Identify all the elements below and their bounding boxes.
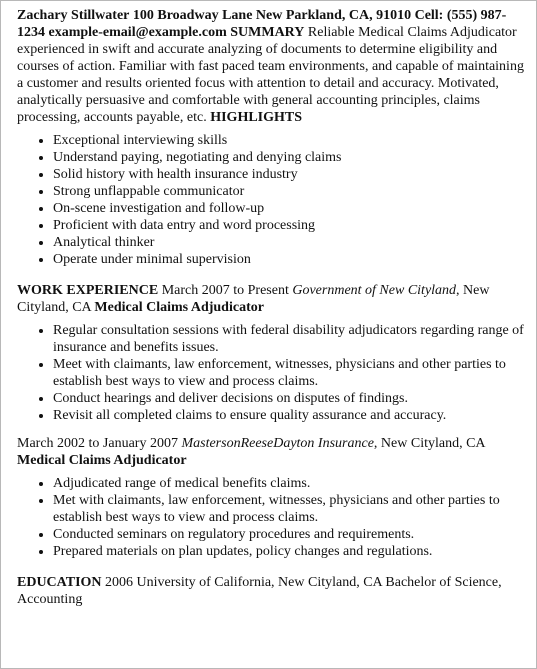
summary-heading: SUMMARY [230, 25, 305, 40]
cell-phone: (555) 987-1234 [17, 8, 507, 40]
job-company: MastersonReeseDayton Insurance [181, 436, 374, 451]
list-item: • Strong unflappable communicator [53, 183, 524, 200]
candidate-address: 100 Broadway Lane New Parkland, CA, 91010 [132, 8, 412, 23]
summary-text: Reliable Medical Claims Adjudicator experienced in swift and accurate analyzing of documents to determine eligibility and courses of action. Familiar with fast paced team environments, and capable of maintaining a customer and results oriented focus with attention to detail and accuracy. Motivated, analytically persuasive and comfortable with general accounting principles, claims processing, accounts payable, etc. [17, 25, 524, 125]
work-experience-heading: WORK EXPERIENCE [17, 283, 159, 298]
list-item: • Analytical thinker [53, 234, 524, 251]
education-paragraph [17, 574, 524, 608]
job-1-header [17, 282, 524, 316]
list-item: • Conducted seminars on regulatory procedures and requirements. [53, 526, 524, 543]
list-item: • Prepared materials on plan updates, policy changes and regulations. [53, 543, 524, 560]
list-item: • Regular consultation sessions with federal disability adjudicators regarding range of insurance and benefits issues. [53, 322, 524, 356]
job-location: , New Cityland, CA [373, 436, 485, 451]
list-item: • Solid history with health insurance industry [53, 166, 524, 183]
highlights-list [17, 132, 524, 268]
job-dates: March 2007 to Present [161, 283, 289, 298]
job-title: Medical Claims Adjudicator [94, 300, 264, 315]
list-item: • Adjudicated range of medical benefits claims. [53, 475, 524, 492]
job-2-bullets [17, 475, 524, 560]
list-item: • Revisit all completed claims to ensure quality assurance and accuracy. [53, 407, 524, 424]
list-item: • Conduct hearings and deliver decisions on disputes of findings. [53, 390, 524, 407]
list-item: • Operate under minimal supervision [53, 251, 524, 268]
list-item: • Proficient with data entry and word processing [53, 217, 524, 234]
cell-label: Cell: [414, 8, 444, 23]
candidate-name: Zachary Stillwater [17, 8, 130, 23]
job-dates: March 2002 to January 2007 [17, 436, 178, 451]
list-item: • Exceptional interviewing skills [53, 132, 524, 149]
email: example-email@example.com [48, 25, 227, 40]
resume-document [1, 1, 536, 608]
job-2-header [17, 435, 524, 469]
education-heading: EDUCATION [17, 575, 102, 590]
list-item: • On-scene investigation and follow-up [53, 200, 524, 217]
job-company: Government of New Cityland [292, 283, 457, 298]
list-item: • Understand paying, negotiating and denying claims [53, 149, 524, 166]
job-location: , New Cityland, CA [17, 283, 490, 315]
list-item: • Meet with claimants, law enforcement, witnesses, physicians and other parties to establish best ways to view and process claims. [53, 356, 524, 390]
list-item: • Met with claimants, law enforcement, witnesses, physicians and other parties to establish best ways to view and process claims. [53, 492, 524, 526]
education-text: 2006 University of California, New Cityland, CA Bachelor of Science, Accounting [17, 575, 502, 607]
job-1-bullets [17, 322, 524, 424]
job-title: Medical Claims Adjudicator [17, 453, 187, 468]
highlights-heading: HIGHLIGHTS [210, 110, 303, 125]
header-summary-paragraph [17, 7, 524, 126]
